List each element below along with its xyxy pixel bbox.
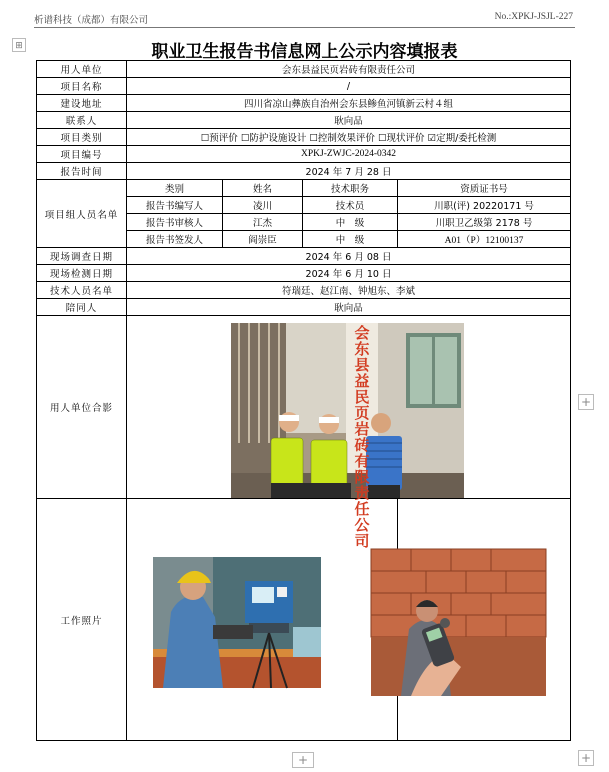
work-photo-sampling	[153, 557, 321, 688]
category-option[interactable]	[428, 133, 497, 144]
accompany-value: 耿向品	[127, 299, 571, 316]
checkbox-icon: ☐	[377, 133, 387, 144]
project-name-label: 项目名称	[37, 78, 127, 95]
checkbox-icon: ☐	[240, 133, 250, 144]
company-name: 析谱科技（成都）有限公司	[34, 15, 149, 26]
header-divider	[34, 27, 575, 28]
group-photo-label: 用人单位合影	[37, 316, 127, 499]
category-option[interactable]	[241, 133, 307, 144]
team-role: 报告书审核人	[127, 214, 223, 231]
team-title: 中 级	[303, 214, 398, 231]
table-row	[37, 129, 571, 146]
employer-value: 会东县益民页岩砖有限责任公司	[127, 61, 571, 78]
option-label: 现状评价	[386, 133, 425, 144]
category-option[interactable]	[309, 133, 375, 144]
work-photo-noise-test-image	[371, 549, 546, 696]
table-move-handle-icon[interactable]: ⊞	[12, 38, 26, 52]
table-row	[37, 265, 571, 282]
table-row	[37, 282, 571, 299]
test-date-label: 现场检测日期	[37, 265, 127, 282]
table-row	[37, 248, 571, 265]
option-label: 预评价	[209, 133, 238, 144]
group-photo	[231, 323, 464, 550]
team-header-name: 姓名	[223, 180, 303, 197]
survey-date-label: 现场调查日期	[37, 248, 127, 265]
option-label: 定期/委托检测	[436, 133, 497, 144]
table-row	[37, 299, 571, 316]
work-photos-label: 工作照片	[37, 499, 127, 741]
table-row	[37, 61, 571, 78]
team-name: 江杰	[223, 214, 303, 231]
project-name-value: /	[127, 78, 571, 95]
team-name: 阎崇臣	[223, 231, 303, 248]
group-photo-image	[231, 323, 464, 550]
add-table-row-plus-icon[interactable]: +	[292, 752, 314, 768]
survey-date-value: 2024 年 6 月 08 日	[127, 248, 571, 265]
work-photo-sampling-image	[153, 557, 321, 688]
document-number: No.:XPKJ-JSJL-227	[494, 12, 573, 22]
team-header-category: 类别	[127, 180, 223, 197]
contact-label: 联系人	[37, 112, 127, 129]
table-row	[37, 112, 571, 129]
team-role: 报告书签发人	[127, 231, 223, 248]
technicians-label: 技术人员名单	[37, 282, 127, 299]
add-row-plus-icon[interactable]: +	[578, 394, 594, 410]
option-label: 控制效果评价	[317, 133, 375, 144]
report-time-value: 2024 年 7 月 28 日	[127, 163, 571, 180]
team-cert: 川职卫乙级第 2178 号	[398, 214, 571, 231]
table-row	[37, 146, 571, 163]
option-label: 防护设施设计	[249, 133, 307, 144]
table-row	[37, 78, 571, 95]
company-sign-text: 会东县益民页岩砖有限责任公司	[354, 324, 370, 550]
employer-label: 用人单位	[37, 61, 127, 78]
project-number-value: XPKJ-ZWJC-2024-0342	[127, 146, 571, 163]
technicians-value: 符瑞廷、赵江南、钟旭东、李斌	[127, 282, 571, 299]
team-title: 技术员	[303, 197, 398, 214]
accompany-label: 陪同人	[37, 299, 127, 316]
work-photo-noise-test	[371, 549, 546, 696]
checkbox-icon: ☐	[200, 133, 210, 144]
team-label: 项目组人员名单	[37, 180, 127, 248]
team-title: 中 级	[303, 231, 398, 248]
team-role: 报告书编写人	[127, 197, 223, 214]
category-options	[127, 129, 571, 146]
table-row	[37, 163, 571, 180]
table-row	[37, 95, 571, 112]
table-row	[37, 180, 571, 197]
team-cert: 川职(评) 20220171 号	[398, 197, 571, 214]
page-title: 职业卫生报告书信息网上公示内容填报表	[151, 42, 458, 62]
team-cert: A01（P）12100137	[398, 231, 571, 248]
checkbox-icon: ☐	[309, 133, 318, 144]
checked-checkbox-icon: ☑	[427, 133, 437, 144]
address-value: 四川省凉山彝族自治州会东县鲹鱼河镇新云村４组	[127, 95, 571, 112]
category-option[interactable]	[201, 133, 238, 144]
add-row-plus-icon[interactable]: +	[578, 750, 594, 766]
category-label: 项目类别	[37, 129, 127, 146]
category-option[interactable]	[378, 133, 425, 144]
team-header-title: 技术职务	[303, 180, 398, 197]
project-number-label: 项目编号	[37, 146, 127, 163]
contact-value: 耿向品	[127, 112, 571, 129]
team-name: 凌川	[223, 197, 303, 214]
report-time-label: 报告时间	[37, 163, 127, 180]
team-header-cert: 资质证书号	[398, 180, 571, 197]
address-label: 建设地址	[37, 95, 127, 112]
test-date-value: 2024 年 6 月 10 日	[127, 265, 571, 282]
